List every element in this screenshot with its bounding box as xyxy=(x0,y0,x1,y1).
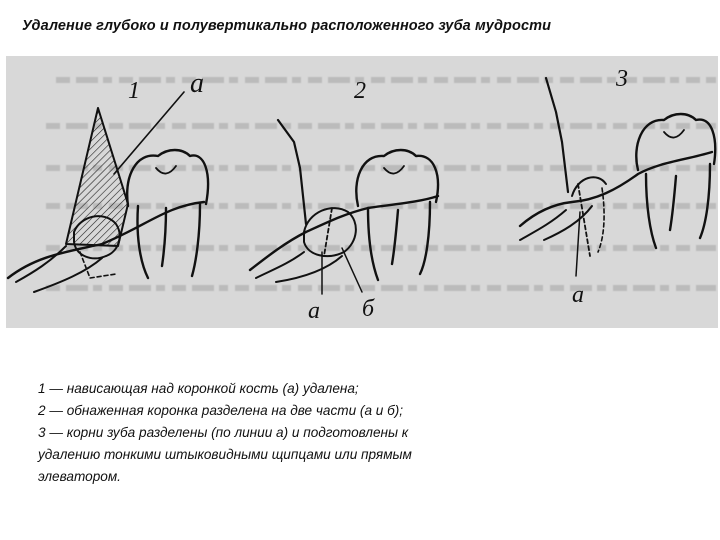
panel-2-label-b: б xyxy=(362,296,375,322)
caption-line-1: 1 — нависающая над коронкой кость (а) удалена; xyxy=(38,381,359,396)
illustration-svg xyxy=(6,56,718,328)
caption-line-5: элеватором. xyxy=(38,469,121,484)
caption-line-3: 3 — корни зуба разделены (по линии а) и подготовлены к xyxy=(38,425,409,440)
caption-line-4: удалению тонкими штыковидными щипцами или прямым xyxy=(38,447,412,462)
panel-2-number: 2 xyxy=(354,78,366,104)
panel-2-label-a: а xyxy=(308,298,320,324)
panel-1-label-a: а xyxy=(190,68,204,99)
panel-3-label-a: а xyxy=(572,282,584,308)
panel-3-number: 3 xyxy=(616,66,628,92)
figure-caption xyxy=(38,378,598,488)
caption-line-2: 2 — обнаженная коронка разделена на две части (а и б); xyxy=(38,403,404,418)
page-title: Удаление глубоко и полувертикально расположенного зуба мудрости xyxy=(22,18,552,34)
panel-1-number: 1 xyxy=(128,78,140,104)
tooth-extraction-figure xyxy=(6,56,718,328)
